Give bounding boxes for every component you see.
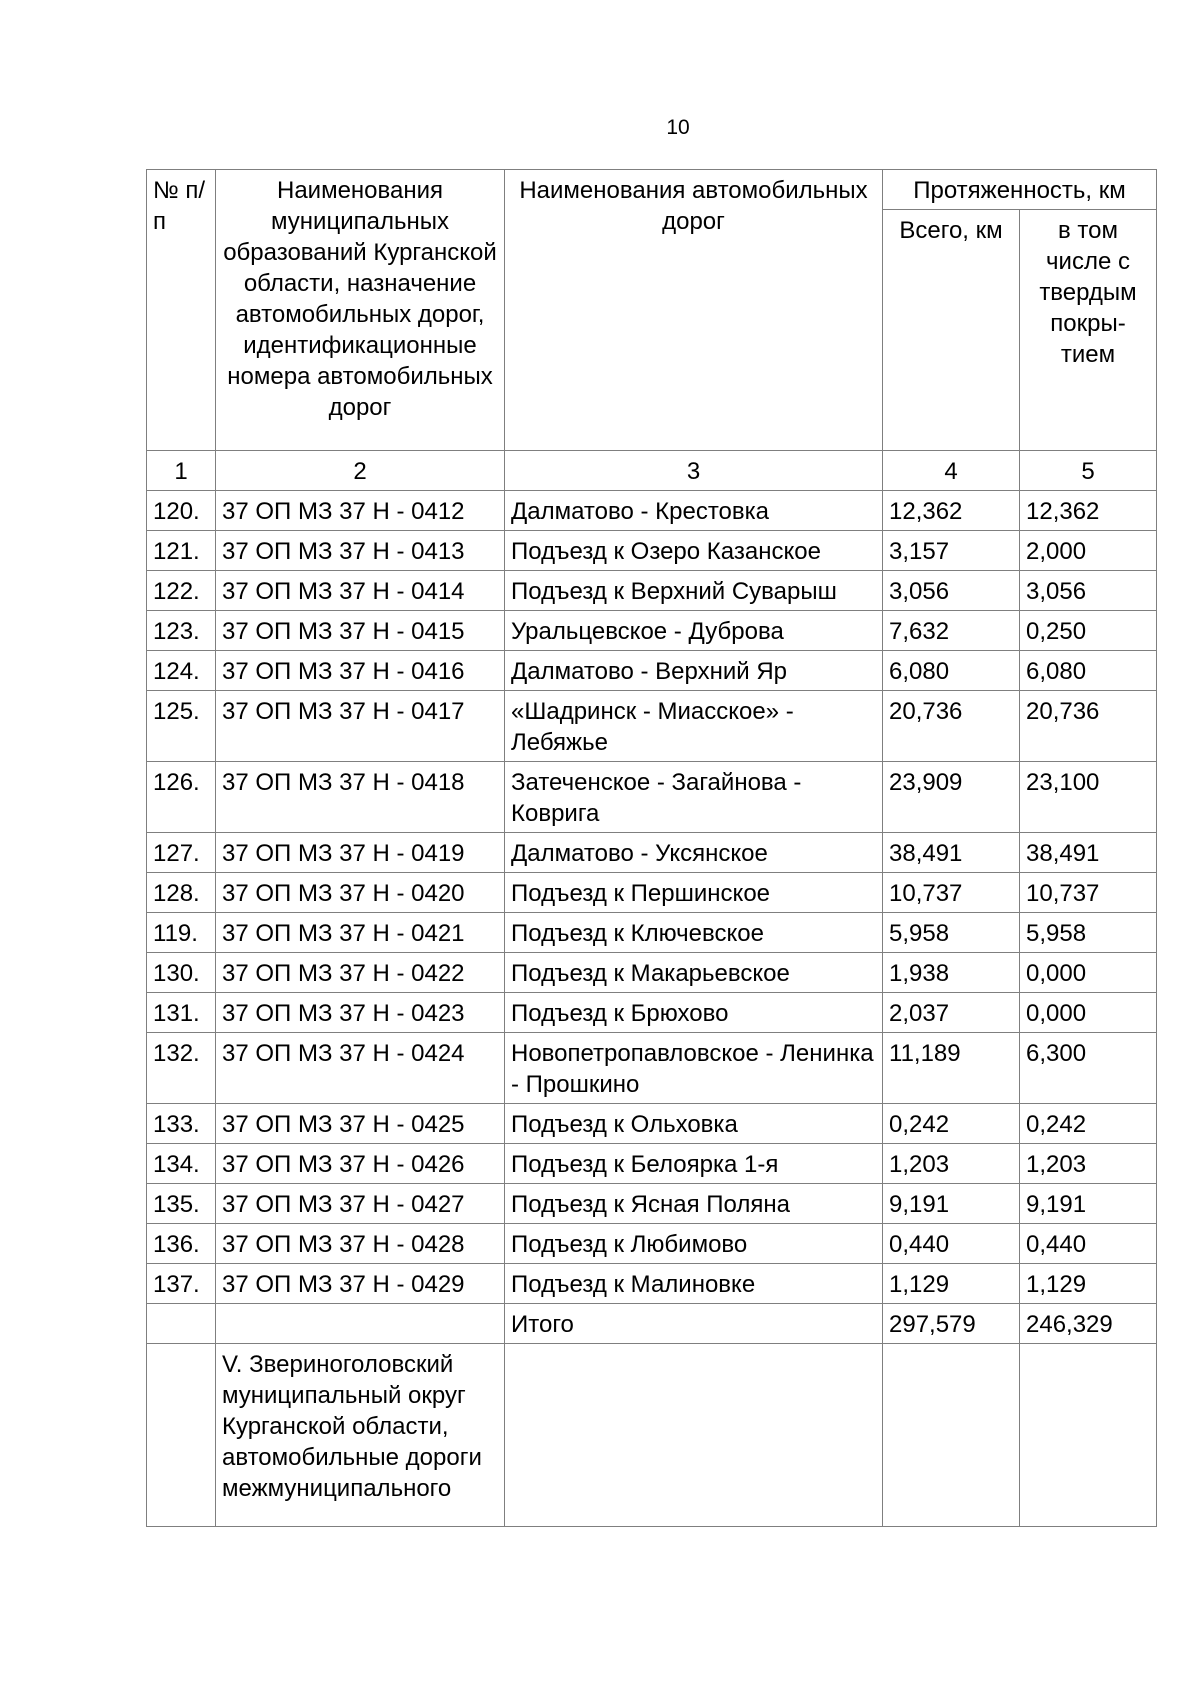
row-number: 120. <box>147 491 216 531</box>
table-row <box>147 571 1157 611</box>
road-id: 37 ОП МЗ 37 Н - 0429 <box>216 1264 505 1304</box>
road-name: Подъезд к Озеро Казанское <box>505 531 883 571</box>
length-hard-surface: 0,000 <box>1020 953 1157 993</box>
row-number: 119. <box>147 913 216 953</box>
length-hard-surface: 0,242 <box>1020 1104 1157 1144</box>
row-number: 122. <box>147 571 216 611</box>
empty-cell <box>1020 1344 1157 1527</box>
road-id: 37 ОП МЗ 37 Н - 0425 <box>216 1104 505 1144</box>
road-name: Подъезд к Верхний Суварыш <box>505 571 883 611</box>
empty-cell <box>147 1344 216 1527</box>
table-row <box>147 953 1157 993</box>
row-number: 125. <box>147 691 216 762</box>
column-number: 1 <box>147 451 216 491</box>
table-row <box>147 491 1157 531</box>
road-name: Новопетропавловское - Ленинка - Прошкино <box>505 1033 883 1104</box>
length-hard-surface: 20,736 <box>1020 691 1157 762</box>
table-row <box>147 873 1157 913</box>
length-hard-surface: 9,191 <box>1020 1184 1157 1224</box>
total-row <box>147 1304 1157 1344</box>
road-name: Подъезд к Любимово <box>505 1224 883 1264</box>
length-total: 6,080 <box>883 651 1020 691</box>
road-name: Подъезд к Брюхово <box>505 993 883 1033</box>
table-row <box>147 833 1157 873</box>
page-number: 10 <box>666 116 690 139</box>
road-id: 37 ОП МЗ 37 Н - 0415 <box>216 611 505 651</box>
table-row <box>147 1033 1157 1104</box>
row-number: 121. <box>147 531 216 571</box>
road-name: Подъезд к Малиновке <box>505 1264 883 1304</box>
length-total: 3,157 <box>883 531 1020 571</box>
road-id: 37 ОП МЗ 37 Н - 0416 <box>216 651 505 691</box>
length-hard-surface: 6,080 <box>1020 651 1157 691</box>
table-row <box>147 691 1157 762</box>
road-name: Подъезд к Белоярка 1-я <box>505 1144 883 1184</box>
row-number: 136. <box>147 1224 216 1264</box>
total-label: Итого <box>505 1304 883 1344</box>
length-hard-surface: 3,056 <box>1020 571 1157 611</box>
empty-cell <box>147 1304 216 1344</box>
row-number: 135. <box>147 1184 216 1224</box>
table-row <box>147 1104 1157 1144</box>
row-number: 131. <box>147 993 216 1033</box>
header-length-group: Протяженность, км <box>883 170 1157 210</box>
road-name: Уральцевское - Дуброва <box>505 611 883 651</box>
length-total: 2,037 <box>883 993 1020 1033</box>
header-total-km: Всего, км <box>883 210 1020 451</box>
length-hard-surface: 2,000 <box>1020 531 1157 571</box>
section-row <box>147 1344 1157 1527</box>
header-hard-surface: в том числе с твердым покры-тием <box>1020 210 1157 451</box>
road-id: 37 ОП МЗ 37 Н - 0414 <box>216 571 505 611</box>
length-hard-surface: 1,203 <box>1020 1144 1157 1184</box>
table-row <box>147 993 1157 1033</box>
table-row <box>147 531 1157 571</box>
table-row <box>147 1184 1157 1224</box>
road-name: Подъезд к Ясная Поляна <box>505 1184 883 1224</box>
row-number: 124. <box>147 651 216 691</box>
road-name: Подъезд к Ключевское <box>505 913 883 953</box>
empty-cell <box>216 1304 505 1344</box>
road-id: 37 ОП МЗ 37 Н - 0419 <box>216 833 505 873</box>
table-row <box>147 1144 1157 1184</box>
length-hard-surface: 0,000 <box>1020 993 1157 1033</box>
length-hard-surface: 0,250 <box>1020 611 1157 651</box>
empty-cell <box>505 1344 883 1527</box>
road-name: Далматово - Уксянское <box>505 833 883 873</box>
length-hard-surface: 23,100 <box>1020 762 1157 833</box>
column-numbers-row <box>147 451 1157 491</box>
road-id: 37 ОП МЗ 37 Н - 0421 <box>216 913 505 953</box>
section-title: V. Звериноголовский муниципальный округ Курганской области, автомобильные дороги межмуниципального <box>216 1344 505 1527</box>
length-total: 1,129 <box>883 1264 1020 1304</box>
length-hard-surface: 10,737 <box>1020 873 1157 913</box>
road-id: 37 ОП МЗ 37 Н - 0420 <box>216 873 505 913</box>
length-hard-surface: 5,958 <box>1020 913 1157 953</box>
total-length: 297,579 <box>883 1304 1020 1344</box>
empty-cell <box>883 1344 1020 1527</box>
column-number: 4 <box>883 451 1020 491</box>
road-name: Подъезд к Першинское <box>505 873 883 913</box>
length-hard-surface: 12,362 <box>1020 491 1157 531</box>
roads-table <box>146 169 1157 1527</box>
column-number: 2 <box>216 451 505 491</box>
road-id: 37 ОП МЗ 37 Н - 0423 <box>216 993 505 1033</box>
row-number: 132. <box>147 1033 216 1104</box>
road-id: 37 ОП МЗ 37 Н - 0427 <box>216 1184 505 1224</box>
column-number: 5 <box>1020 451 1157 491</box>
road-id: 37 ОП МЗ 37 Н - 0426 <box>216 1144 505 1184</box>
road-id: 37 ОП МЗ 37 Н - 0417 <box>216 691 505 762</box>
length-hard-surface: 6,300 <box>1020 1033 1157 1104</box>
length-total: 38,491 <box>883 833 1020 873</box>
row-number: 128. <box>147 873 216 913</box>
road-name: Затеченское - Загайнова - Коврига <box>505 762 883 833</box>
table-row <box>147 1264 1157 1304</box>
header-number: № п/п <box>147 170 216 451</box>
length-total: 0,242 <box>883 1104 1020 1144</box>
road-id: 37 ОП МЗ 37 Н - 0412 <box>216 491 505 531</box>
total-hard-surface: 246,329 <box>1020 1304 1157 1344</box>
table-row <box>147 913 1157 953</box>
length-hard-surface: 0,440 <box>1020 1224 1157 1264</box>
road-name: «Шадринск - Миасское» - Лебяжье <box>505 691 883 762</box>
row-number: 133. <box>147 1104 216 1144</box>
length-total: 12,362 <box>883 491 1020 531</box>
length-total: 9,191 <box>883 1184 1020 1224</box>
road-id: 37 ОП МЗ 37 Н - 0418 <box>216 762 505 833</box>
row-number: 134. <box>147 1144 216 1184</box>
road-id: 37 ОП МЗ 37 Н - 0422 <box>216 953 505 993</box>
length-total: 0,440 <box>883 1224 1020 1264</box>
road-name: Далматово - Верхний Яр <box>505 651 883 691</box>
length-total: 3,056 <box>883 571 1020 611</box>
header-road-name: Наименования автомобильных дорог <box>505 170 883 451</box>
row-number: 123. <box>147 611 216 651</box>
table-row <box>147 611 1157 651</box>
column-number: 3 <box>505 451 883 491</box>
length-hard-surface: 38,491 <box>1020 833 1157 873</box>
table-row <box>147 651 1157 691</box>
length-total: 20,736 <box>883 691 1020 762</box>
road-name: Подъезд к Ольховка <box>505 1104 883 1144</box>
row-number: 137. <box>147 1264 216 1304</box>
road-id: 37 ОП МЗ 37 Н - 0424 <box>216 1033 505 1104</box>
row-number: 126. <box>147 762 216 833</box>
length-total: 23,909 <box>883 762 1020 833</box>
length-total: 1,203 <box>883 1144 1020 1184</box>
length-total: 5,958 <box>883 913 1020 953</box>
length-total: 1,938 <box>883 953 1020 993</box>
row-number: 127. <box>147 833 216 873</box>
length-hard-surface: 1,129 <box>1020 1264 1157 1304</box>
road-id: 37 ОП МЗ 37 Н - 0428 <box>216 1224 505 1264</box>
road-name: Подъезд к Макарьевское <box>505 953 883 993</box>
road-id: 37 ОП МЗ 37 Н - 0413 <box>216 531 505 571</box>
header-row <box>147 170 1157 210</box>
length-total: 10,737 <box>883 873 1020 913</box>
length-total: 7,632 <box>883 611 1020 651</box>
length-total: 11,189 <box>883 1033 1020 1104</box>
table-row <box>147 1224 1157 1264</box>
row-number: 130. <box>147 953 216 993</box>
table-row <box>147 762 1157 833</box>
road-name: Далматово - Крестовка <box>505 491 883 531</box>
header-municipality: Наименования муниципальных образований Курганской области, назначение автомобильных дорог, идентификационные номера автомобильных дорог <box>216 170 505 451</box>
